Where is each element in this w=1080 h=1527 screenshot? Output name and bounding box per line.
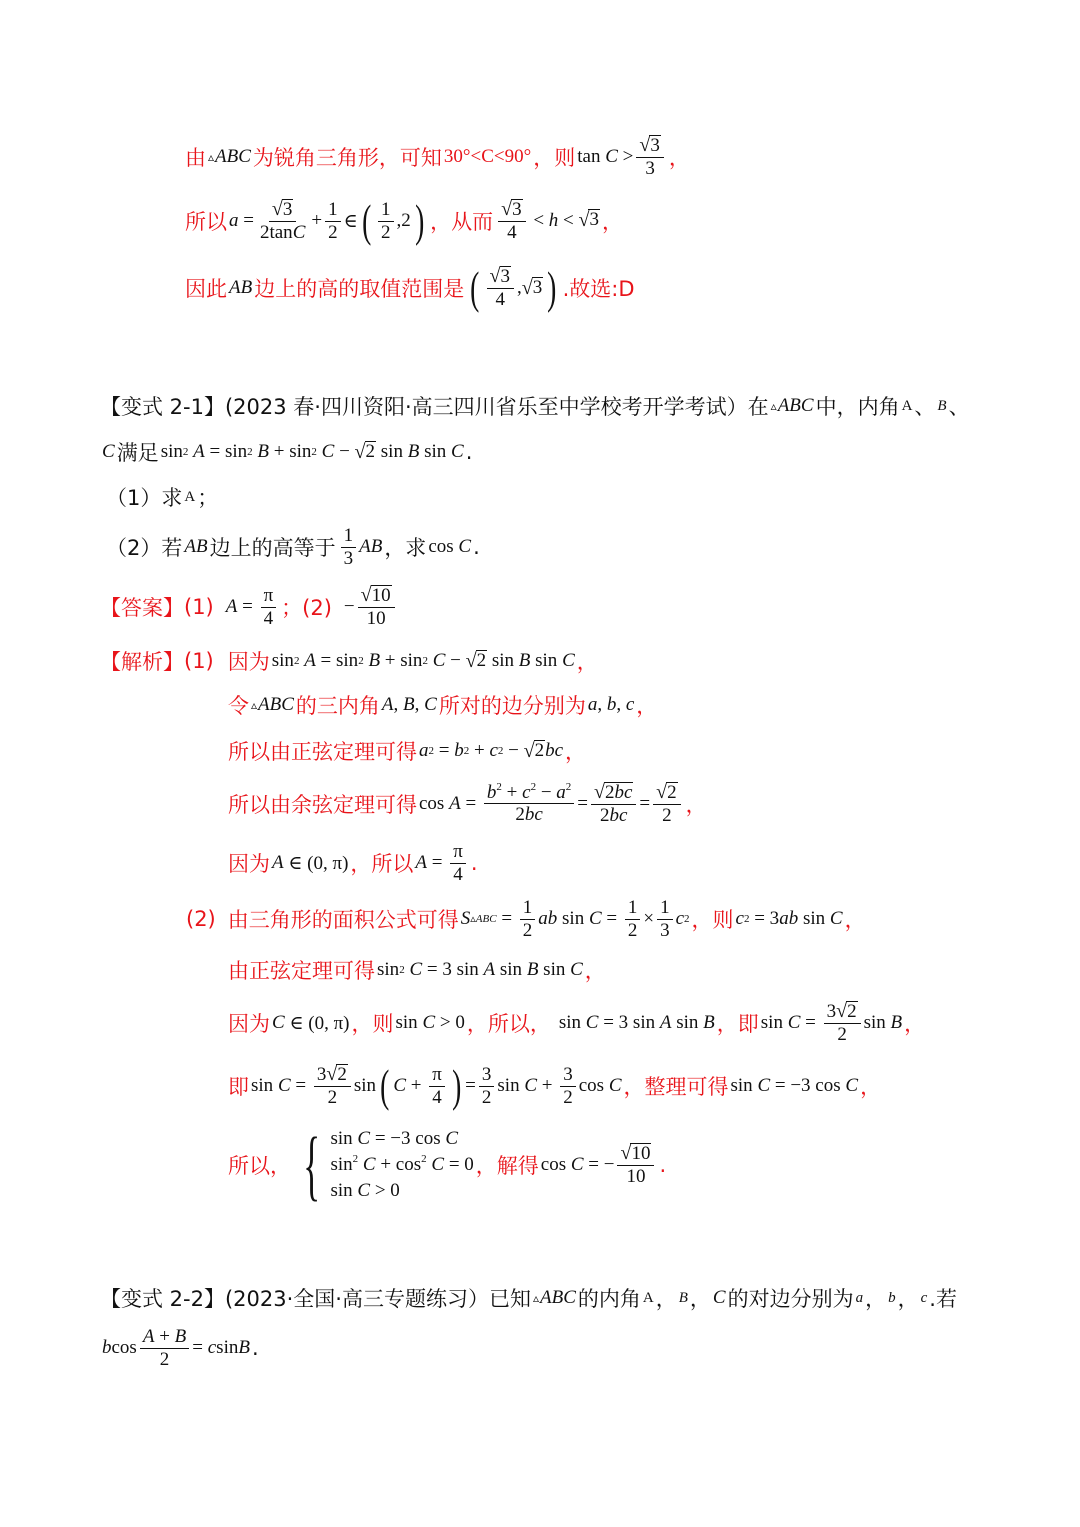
analysis-part1-line3: 所以由正弦定理可得 a 2 = b 2 + c 2 − √ 2 bc ， (228, 739, 587, 764)
analysis-part2-line4: 即 sin C = 3 √ 2 2 sin ( C + $\frac{\pi}{4}$ ) = $\frac{3}{2}$ sin C + $\frac{3}{2}$ cos C ，整理可得 sin C = −3 cos C ， (228, 1060, 882, 1111)
analysis-part1-line1: 【解析】 (1) 因为 sin 2 A = sin 2 B + sin 2 C − √ 2 sin B sin C ， (100, 643, 598, 679)
variant-2-1-answer: 【答案】 (1) A = $\frac{\pi}{4}$ ；(2) − √ 10 10 (100, 582, 400, 632)
variant-2-1-condition: C 满足 sin 2 A = sin 2 B + sin 2 C − √ 2 sin B sin C . (102, 440, 473, 465)
analysis-part1-line2: 令 ▵ ABC 的三内角 A , B , C 所对的边分别为 a , b , c ， (228, 694, 658, 718)
analysis-part1-line5: 因为 A ∈ (0, π) ，所以 A = $\frac{\pi}{4}$ . (228, 840, 478, 885)
analysis-part2-line1: (2) 由三角形的面积公式可得 S ▵ABC = $\frac{1}{2}$ ab sin C = $\frac{1}{2}$ × $\frac{1}{3}$ c 2 ，则 c 2 = 3 ab sin C ， (186, 896, 866, 941)
variant-2-1-q1: （1）求 A ； (106, 486, 219, 510)
intro-line-3: 因此 AB 边上的高的取值范围是 ( √ 3 4 , √ 3 ) .故选:D (185, 262, 635, 313)
analysis-part1-line4: 所以由余弦定理可得 cos A = $\frac{b^2 + c^2 - a^2}{2bc}$ = √ 2bc 2bc = √ 2 2 ， (228, 780, 707, 827)
analysis-part2-line2: 由正弦定理可得 sin 2 C = 3 sin A sin B sin C ， (228, 959, 606, 983)
variant-2-2-label: 【变式 2-2】 (100, 1287, 225, 1311)
answer-label: 【答案】 (100, 596, 184, 620)
variant-2-2-header: 【变式 2-2】 (2023·全国·高三专题练习）已知 ▵ ABC 的内角 A ， B ， C 的对边分别为 a ， b ， c .若 (100, 1280, 957, 1316)
variant-2-2-condition: b cos $\frac{A + B}{2}$ = c sin B . (102, 1325, 259, 1370)
analysis-label: 【解析】 (100, 650, 184, 674)
intro-line-1: 由 ▵ ABC 为锐角三角形，可知 30°<C<90° ，则 tan C > √ 3 3 ， (185, 133, 690, 180)
analysis-part2-line3: 因为 C ∈ (0, π) ，则 sin C > 0 ，所以， sin C = 3 sin A sin B ，即 sin C = 3 √ 2 2 sin B ， (228, 999, 926, 1046)
intro-line-2: 所以 a = √ 3 2tanC + $\frac{1}{2}$ ∈ ( $\frac{1}{2}$ ,2 ) ，从而 √ 3 4 < h < √ 3 ， (185, 195, 623, 246)
variant-2-1-label: 【变式 2-1】 (100, 395, 225, 419)
variant-2-1-header: 【变式 2-1】 (2023 春·四川资阳·高三四川省乐至中学校考开学考试）在 ▵ ABC 中，内角 A 、 B 、 (100, 388, 970, 424)
analysis-part2-line5: 所以， { sin C = −3 cos C $\sin^2 C + \cos^2 C = 0$ sin C > 0 ，解得 cos C = − √ 10 10 . (228, 1121, 667, 1208)
variant-2-1-q2: （2）若 AB 边上的高等于 $\frac{1}{3}$ AB ，求 cos C . (106, 524, 480, 569)
